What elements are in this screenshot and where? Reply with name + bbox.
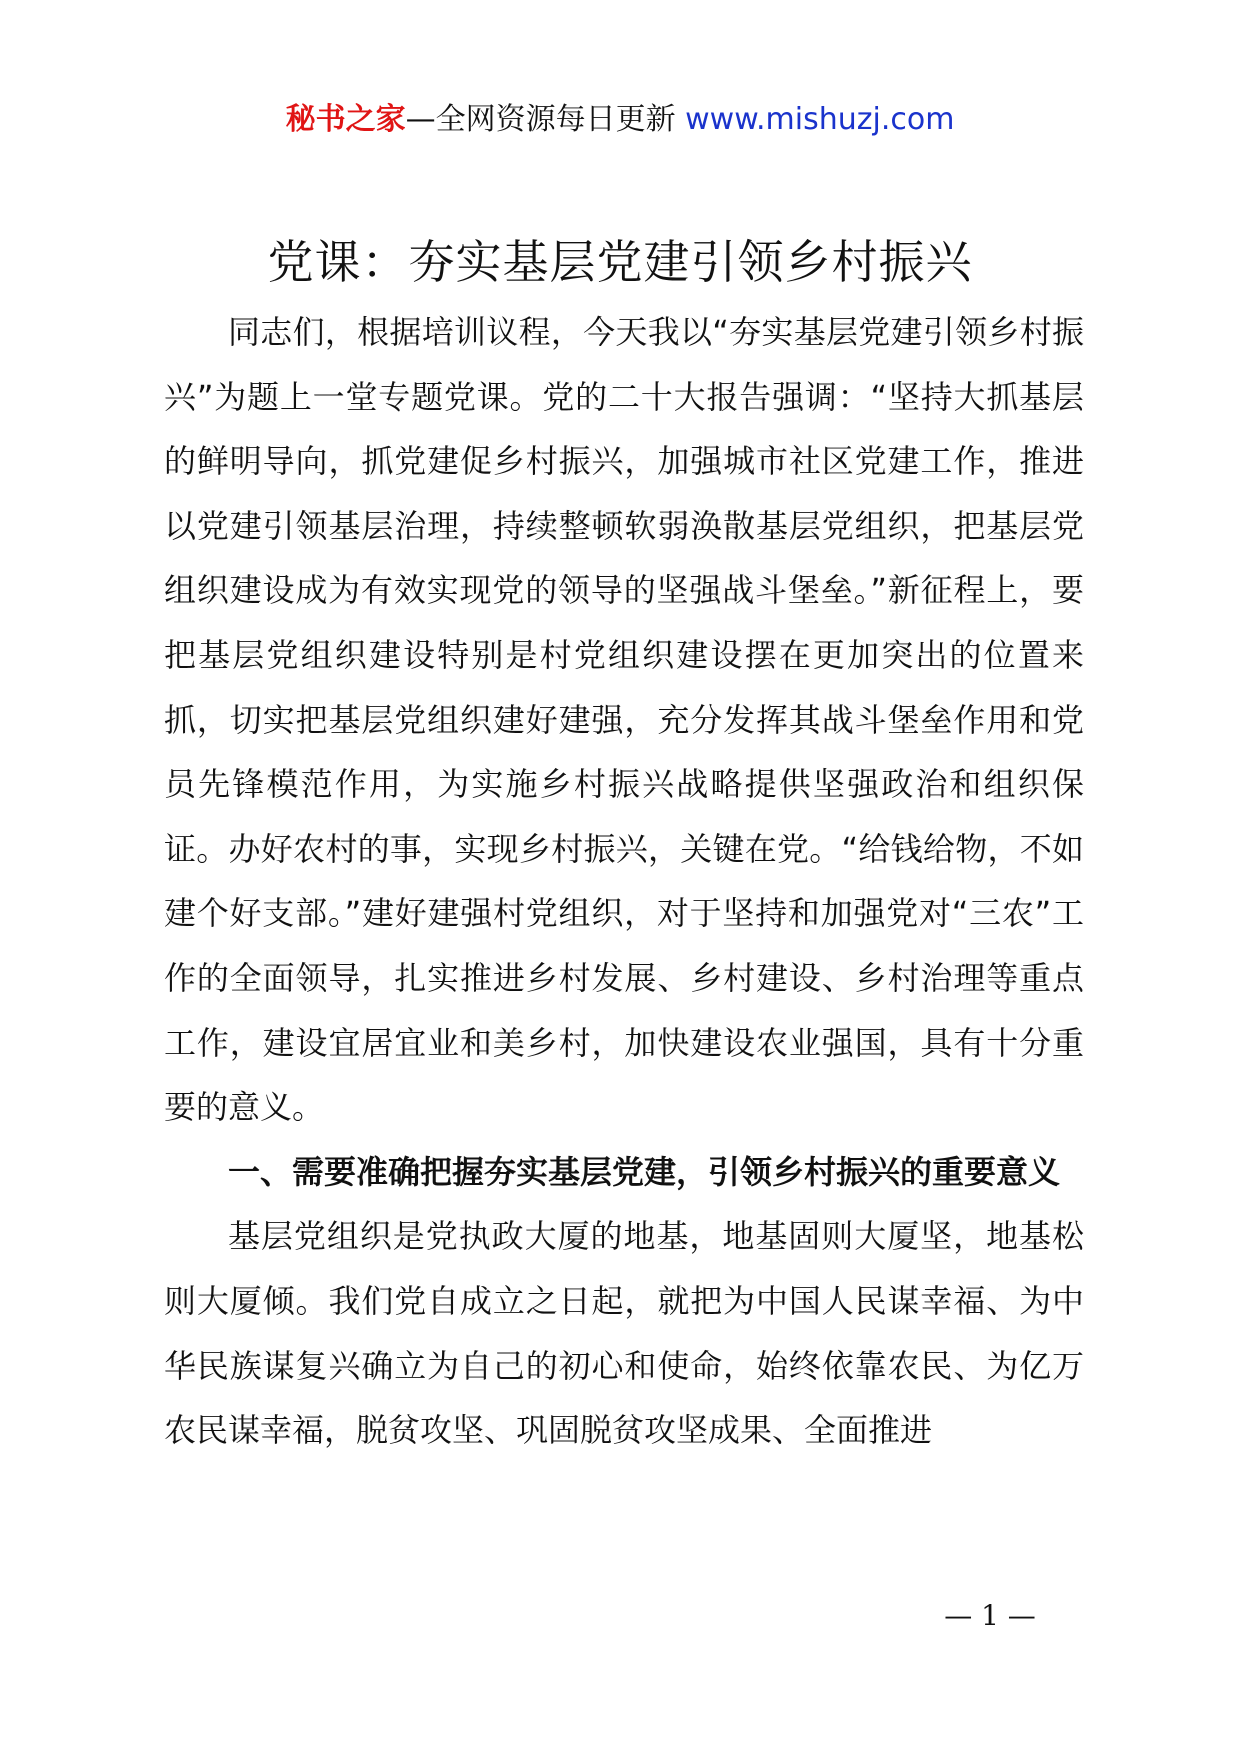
body-paragraph: 同志们，根据培训议程，今天我以“夯实基层党建引领乡村振兴”为题上一堂专题党课。党的二十大报告强调：“坚持大抓基层的鲜明导向，抓党建促乡村振兴，加强城市社区党建工作，推进以党建引领基层治理，持续整顿软弱涣散基层党组织，把基层党组织建设成为有效实现党的领导的坚强战斗堡垒。”新征程上，要把基层党组织建设特别是村党组织建设摆在更加突出的位置来抓，切实把基层党组织建好建强，充分发挥其战斗堡垒作用和党员先锋模范作用，为实施乡村振兴战略提供坚强政治和组织保证。办好农村的事，实现乡村振兴，关键在党。“给钱给物，不如建个好支部。”建好建强村党组织，对于坚持和加强党对“三农”工作的全面领导，扎实推进乡村发展、乡村建设、乡村治理等重点工作，建设宜居宜业和美乡村，加快建设农业强国，具有十分重要的意义。 xyxy=(164,313,1084,1127)
page-number: — 1 — xyxy=(944,1599,1036,1632)
body-paragraph: 基层党组织是党执政大厦的地基，地基固则大厦坚，地基松则大厦倾。我们党自成立之日起，就把为中国人民谋幸福、为中华民族谋复兴确立为自己的初心和使命，始终依靠农民、为亿万农民谋幸福，脱贫攻坚、巩固脱贫攻坚成果、全面推进 xyxy=(164,1217,1084,1450)
document-title: 党课：夯实基层党建引领乡村振兴 xyxy=(267,235,973,289)
document-body xyxy=(164,300,1084,1463)
header-tagline: —全网资源每日更新 xyxy=(405,102,686,137)
site-header xyxy=(0,100,1240,140)
brand-name: 秘书之家 xyxy=(285,102,406,137)
website-url: www.mishuzj.com xyxy=(685,102,955,137)
section-heading: 一、需要准确把握夯实基层党建，引领乡村振兴的重要意义 xyxy=(228,1152,1061,1191)
